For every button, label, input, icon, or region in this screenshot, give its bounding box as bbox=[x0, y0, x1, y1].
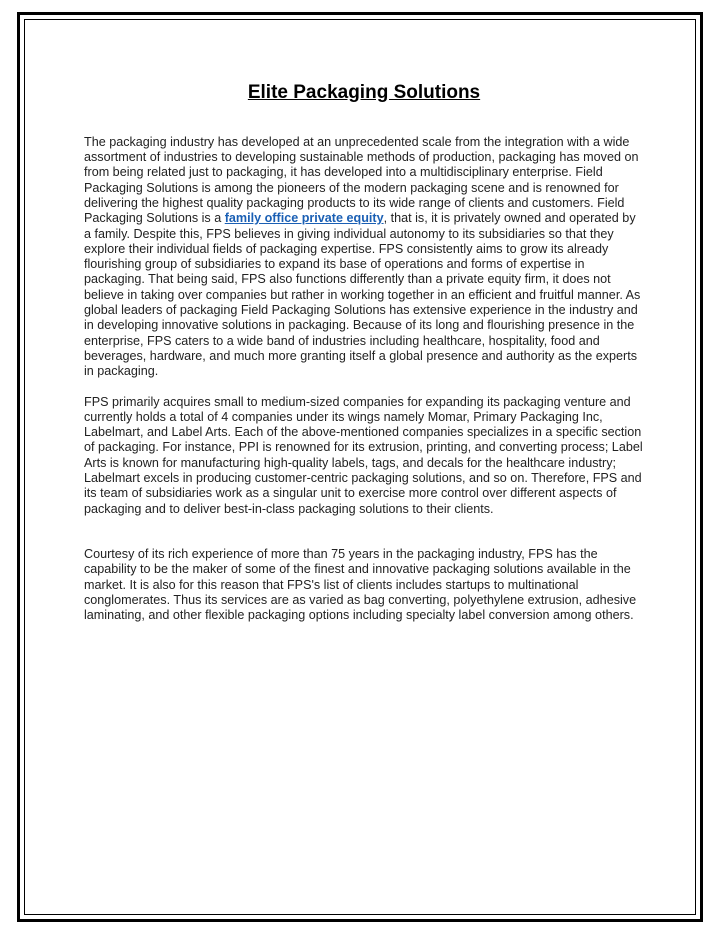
paragraph-intro bbox=[84, 135, 644, 380]
family-office-private-equity-link[interactable]: family office private equity bbox=[224, 211, 384, 226]
paragraph-intro-text-after-link: , that is, it is privately owned and operated by a family. Despite this, FPS believes in giving individual autonomy to its subsidiaries so that they explore their individual fields of packaging expertise. FPS consistently aims to grow its already flourishing group of subsidiaries to expand its base of operations and forms of expertise in packaging. That being said, FPS also functions differently than a private equity firm, it does not believe in taking over companies but rather in working together in an efficient and fruitful manner. As global leaders of packaging Field Packaging Solutions has extensive experience in the industry and in developing innovative solutions in packaging. Because of its long and flourishing presence in the enterprise, FPS caters to a wide band of industries including healthcare, hospitality, food and beverages, hardware, and much more granting itself a global presence and authority as the experts in packaging. bbox=[84, 211, 641, 379]
paragraph-experience: Courtesy of its rich experience of more than 75 years in the packaging industry, FPS has the capability to be the maker of some of the finest and innovative packaging solutions available in the market. It is also for this reason that FPS's list of clients includes startups to multinational conglomerates. Thus its services are as varied as bag converting, polyethylene extrusion, adhesive laminating, and other flexible packaging options including specialty label conversion among others. bbox=[84, 546, 637, 623]
paragraph-acquisitions: FPS primarily acquires small to medium-sized companies for expanding its packaging venture and currently holds a total of 4 companies under its wings namely Momar, Primary Packaging Inc, Labelmart, and Label Arts. Each of the above-mentioned companies specializes in a specific section of packaging. For instance, PPI is renowned for its extrusion, printing, and converting process; Label Arts is known for manufacturing high-quality labels, tags, and decals for the healthcare industry; Labelmart excels in producing customer-centric packaging solutions, and so on. Therefore, FPS and its team of subsidiaries work as a singular unit to exercise more control over different aspects of packaging and to deliver best-in-class packaging solutions to their clients. bbox=[84, 394, 643, 516]
paragraph-intro-text-before-link: The packaging industry has developed at an unprecedented scale from the integration with a wide assortment of industries to developing sustainable methods of production, packaging has moved on from being related just to packaging, it has developed into a multidisciplinary enterprise. Field Packaging Solutions is among the pioneers of the modern packaging scene and is renowned for delivering the highest quality packaging products to its wide range of clients and customers. Field Packaging Solutions is a bbox=[84, 134, 639, 226]
document-title: Elite Packaging Solutions bbox=[247, 82, 481, 103]
document-body bbox=[84, 82, 644, 623]
